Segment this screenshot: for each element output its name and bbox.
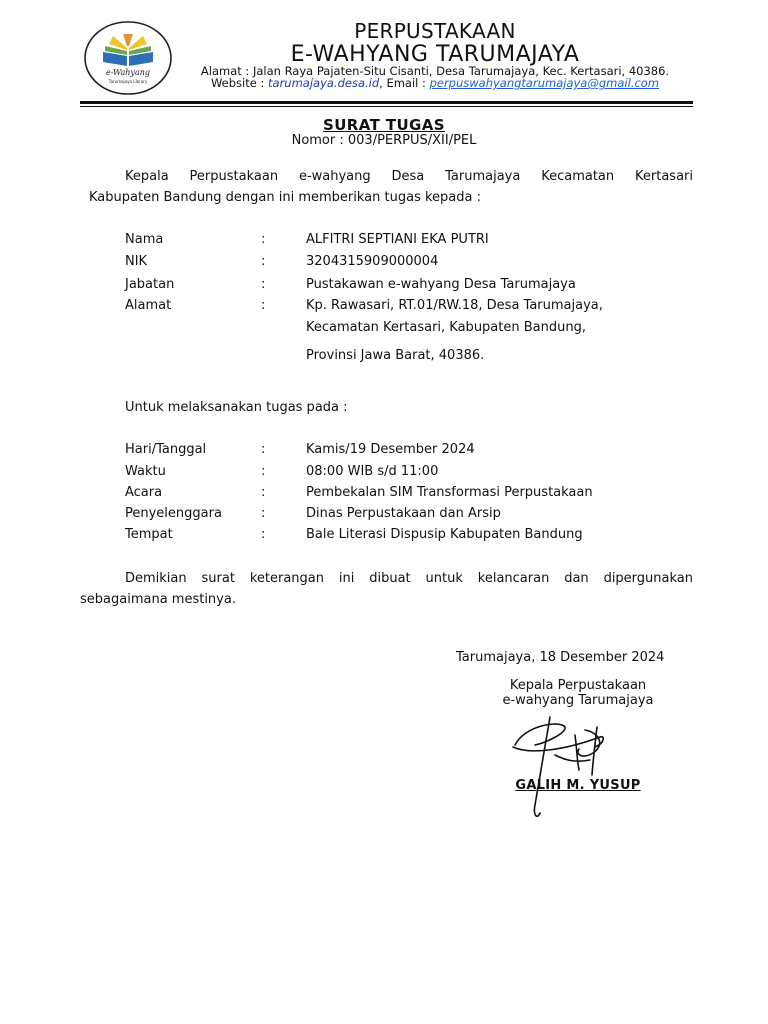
logo-text: e-Wahyang [105,68,151,77]
task-label: Hari/Tanggal [125,442,207,457]
intro-line-1: Kepala Perpustakaan e-wahyang Desa Tarumajaya Kecamatan Kertasari [125,169,693,184]
letterhead-contact [180,77,690,90]
document-title: SURAT TUGAS [323,116,445,134]
handwritten-signature [505,705,620,825]
task-value: Bale Literasi Dispusip Kabupaten Bandung [306,527,583,542]
detail-colon: : [261,254,266,269]
intro-line-2: Kabupaten Bandung dengan ini memberikan tugas kepada : [89,190,481,205]
detail-colon: : [261,298,266,313]
task-label: Acara [125,485,163,500]
letterhead-rule-thin [80,106,693,107]
library-logo-icon [83,20,173,96]
task-label: Waktu [125,464,166,479]
task-colon: : [261,485,266,500]
signatory-name: GALIH M. YUSUP [515,778,641,793]
task-colon: : [261,464,266,479]
email-label: , Email : [379,76,430,90]
address-line-3: Provinsi Jawa Barat, 40386. [306,348,485,363]
logo-subtext: Tarumajaya Library [108,79,148,84]
signature-place-date: Tarumajaya, 18 Desember 2024 [456,650,665,665]
task-colon: : [261,442,266,457]
signature-title-1: Kepala Perpustakaan [509,678,647,693]
detail-label: NIK [125,254,148,269]
detail-value: ALFITRI SEPTIANI EKA PUTRI [306,232,489,247]
website-link[interactable]: tarumajaya.desa.id [268,76,380,90]
detail-value: 3204315909000004 [306,254,439,269]
detail-label: Alamat [125,298,172,313]
task-label: Tempat [125,527,173,542]
detail-label: Jabatan [125,277,175,292]
signature-title-2: e-wahyang Tarumajaya [502,693,654,708]
website-label: Website : [210,76,269,90]
document-number: Nomor : 003/PERPUS/XII/PEL [291,133,477,148]
task-colon: : [261,506,266,521]
letterhead-name: E-WAHYANG TARUMAJAYA [290,42,580,67]
letterhead-rule [80,101,693,104]
email-link[interactable]: perpuswahyangtarumajaya@gmail.com [429,76,660,90]
task-label: Penyelenggara [125,506,222,521]
task-value: 08:00 WIB s/d 11:00 [306,464,439,479]
letterhead-address: Alamat : Jalan Raya Pajaten-Situ Cisanti, Desa Tarumajaya, Kec. Kertasari, 40386. [200,64,670,78]
detail-value: Pustakawan e-wahyang Desa Tarumajaya [306,277,576,292]
letterhead-org: PERPUSTAKAAN [354,19,516,43]
closing-line-1: Demikian surat keterangan ini dibuat untuk kelancaran dan dipergunakan [125,571,693,586]
task-value: Dinas Perpustakaan dan Arsip [306,506,501,521]
address-line-2: Kecamatan Kertasari, Kabupaten Bandung, [306,320,586,335]
detail-label: Nama [125,232,164,247]
task-colon: : [261,527,266,542]
task-value: Kamis/19 Desember 2024 [306,442,475,457]
closing-line-2: sebagaimana mestinya. [80,592,236,607]
task-intro: Untuk melaksanakan tugas pada : [125,400,348,415]
detail-colon: : [261,232,266,247]
detail-colon: : [261,277,266,292]
detail-value: Kp. Rawasari, RT.01/RW.18, Desa Tarumajaya, [306,298,603,313]
task-value: Pembekalan SIM Transformasi Perpustakaan [306,485,593,500]
